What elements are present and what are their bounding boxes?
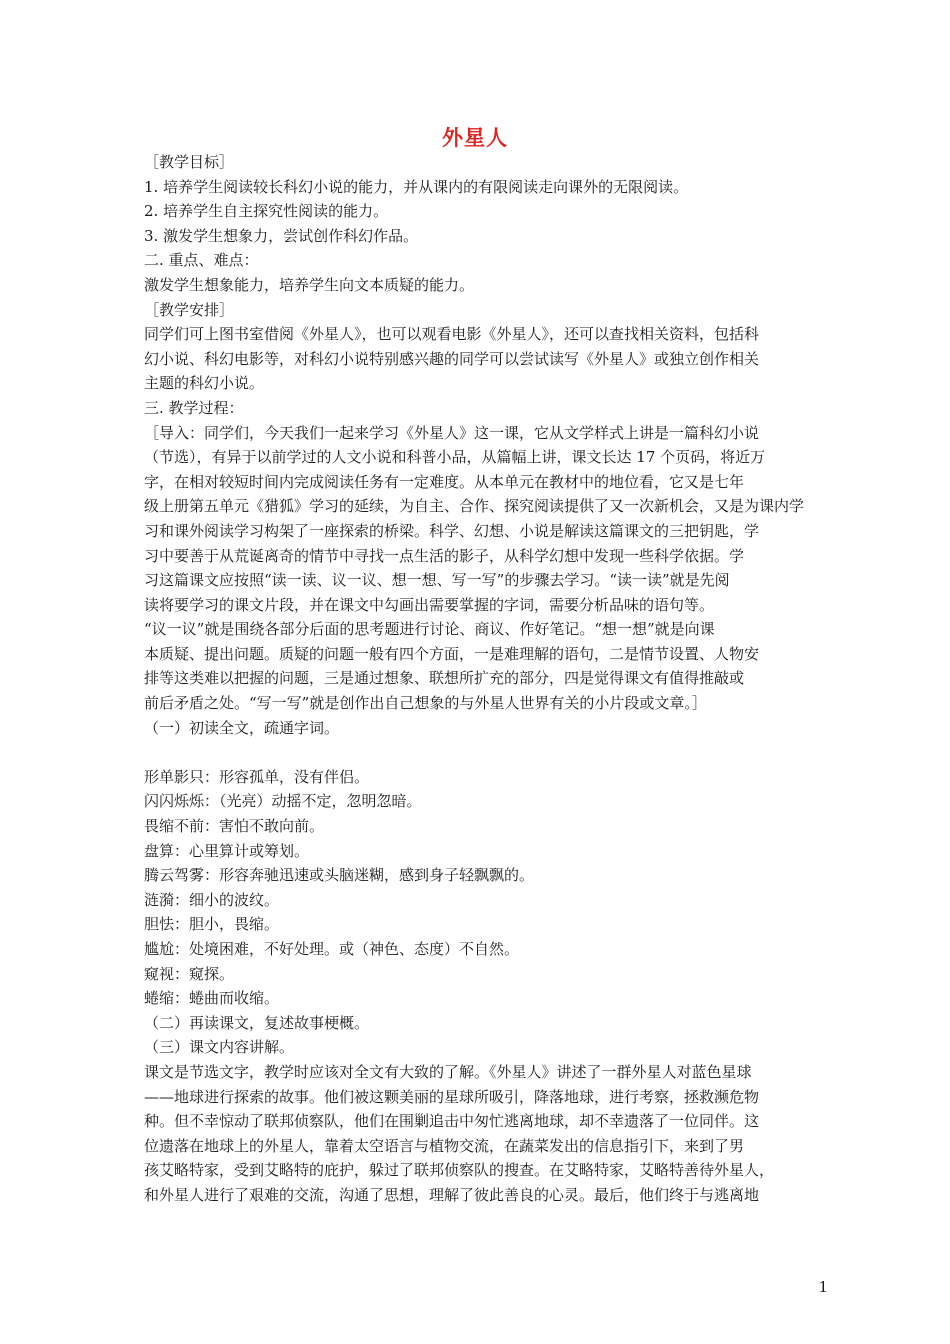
text-line: 前后矛盾之处。“写一写”就是创作出自己想象的与外星人世界有关的小片段或文章。］ [144,694,707,713]
text-line: ［教学目标］ [144,153,235,171]
text-line: （一）初读全文，疏通字词。 [144,718,340,737]
text-line: （二）再读课文，复述故事梗概。 [144,1013,370,1032]
text-line: 3. 激发学生想象力，尝试创作科幻作品。 [144,226,419,245]
text-line: ［导入：同学们，今天我们一起来学习《外星人》这一课，它从文学样式上讲是一篇科幻小说 [144,423,760,442]
text-line: 同学们可上图书室借阅《外星人》，也可以观看电影《外星人》，还可以查找相关资料，包括科 [144,325,760,344]
text-line: 习中要善于从荒诞离奇的情节中寻找一点生活的影子，从科学幻想中发现一些科学依据。学 [144,546,745,565]
text-line: 和外星人进行了艰难的交流，沟通了思想，理解了彼此善良的心灵。最后，他们终于与逃离地 [144,1185,760,1204]
document-body [144,150,814,1208]
document-title: 外星人 [442,125,508,150]
text-line: 本质疑、提出问题。质疑的问题一般有四个方面，一是难理解的语句，二是情节设置、人物安 [144,644,760,663]
text-line: 字，在相对较短时间内完成阅读任务有一定难度。从本单元在教材中的地位看，它又是七年 [144,472,745,491]
text-line: 习这篇课文应按照“读一读、议一议、想一想、写一写”的步骤去学习。“读一读”就是先阅 [144,571,730,590]
text-line: ——地球进行探索的故事。他们被这颗美丽的星球所吸引，降落地球，进行考察，拯救濒危物 [144,1087,760,1106]
text-line: 主题的科幻小说。 [144,374,265,393]
text-line: 读将要学习的课文片段，并在课文中勾画出需要掌握的字词，需要分析品味的语句等。 [144,595,715,614]
text-line: 习和课外阅读学习构架了一座探索的桥梁。科学、幻想、小说是解读这篇课文的三把钥匙，学 [144,521,760,540]
text-line: 尴尬：处境困难，不好处理。或（神色、态度）不自然。 [144,940,520,958]
text-line: 位遗落在地球上的外星人，靠着太空语言与植物交流，在蔬菜发出的信息指引下，来到了男 [144,1136,745,1155]
text-line: 形单影只：形容孤单，没有伴侣。 [144,767,370,786]
text-line: 二. 重点、难点： [144,251,259,270]
text-line: 孩艾略特家，受到艾略特的庇护，躲过了联邦侦察队的搜查。在艾略特家，艾略特善待外星人， [144,1161,775,1180]
text-line: （三）课文内容讲解。 [144,1038,295,1057]
text-line: 激发学生想象能力，培养学生向文本质疑的能力。 [144,275,475,294]
text-line: ［教学安排］ [144,300,235,319]
text-line: 畏缩不前：害怕不敢向前。 [144,817,325,836]
text-line: “议一议”就是围绕各部分后面的思考题进行讨论、商议、作好笔记。“想一想”就是向课 [144,620,715,639]
text-line: 闪闪烁烁：（光亮）动摇不定，忽明忽暗。 [144,792,422,811]
text-line: 涟漪：细小的波纹。 [144,890,280,909]
text-line: 腾云驾雾：形容奔驰迅速或头脑迷糊，感到身子轻飘飘的。 [144,866,535,885]
text-line: （节选），有异于以前学过的人文小说和科普小品，从篇幅上讲，课文长达 17 个页码，将近万 [144,448,766,467]
text-line: 窥视：窥探。 [144,964,235,983]
page-number: 1 [818,1278,828,1296]
text-line: 课文是节选文字，教学时应该对全文有大致的了解。《外星人》讲述了一群外星人对蓝色星球 [144,1062,752,1081]
text-line: 蜷缩：蜷曲而收缩。 [144,989,280,1008]
text-line: 盘算：心里算计或筹划。 [144,841,310,860]
text-line: 2. 培养学生自主探究性阅读的能力。 [144,202,389,221]
blank-line [144,740,814,765]
text-line: 胆怯：胆小，畏缩。 [144,915,280,934]
text-line: 种。但不幸惊动了联邦侦察队，他们在围剿追击中匆忙逃离地球，却不幸遗落了一位同伴。这 [144,1112,760,1131]
text-line: 排等这类难以把握的问题，三是通过想象、联想所扩充的部分，四是觉得课文有值得推敲或 [144,669,745,688]
text-line: 幻小说、科幻电影等，对科幻小说特别感兴趣的同学可以尝试读写《外星人》或独立创作相关 [144,349,760,368]
text-line: 级上册第五单元《猎狐》学习的延续，为自主、合作、探究阅读提供了又一次新机会，又是为课内学 [144,497,805,516]
text-line: 三. 教学过程： [144,398,244,417]
text-line: 1. 培养学生阅读较长科幻小说的能力，并从课内的有限阅读走向课外的无限阅读。 [144,177,689,196]
